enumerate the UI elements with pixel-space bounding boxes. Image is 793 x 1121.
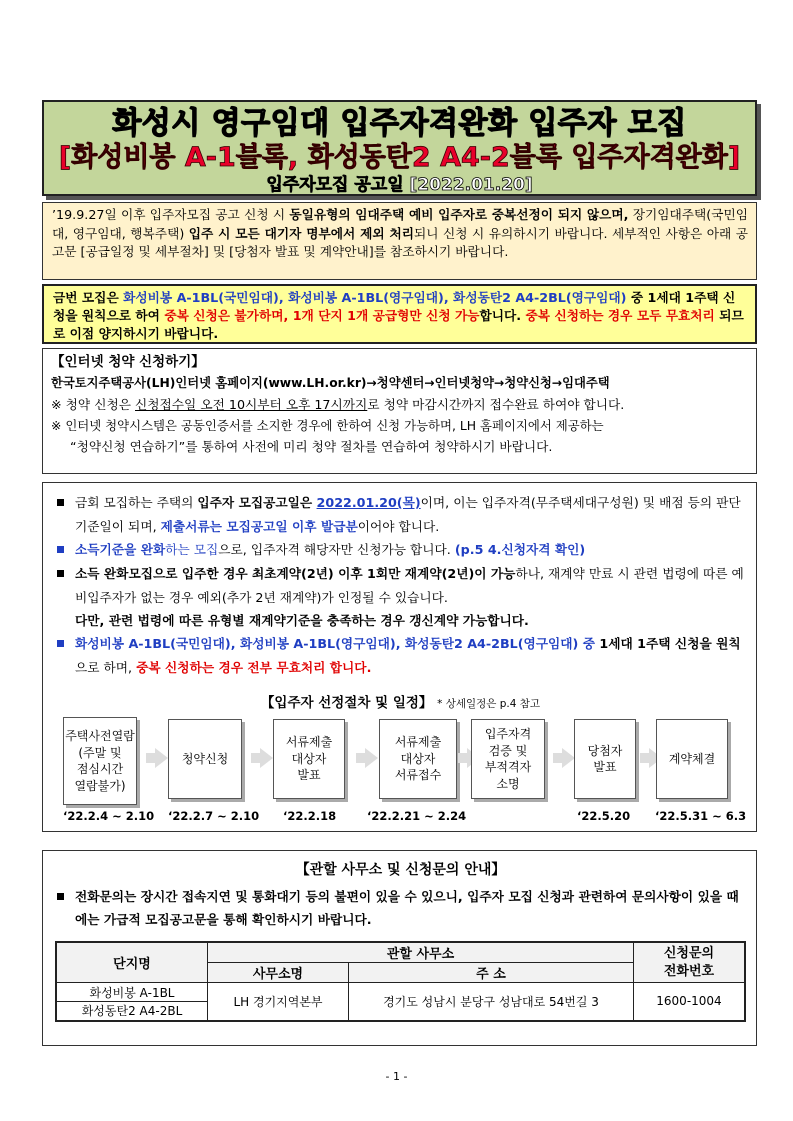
bullet-emphasis: 입주자 모집공고일은 xyxy=(197,495,317,510)
flow-step-date: ‘22.2.21 ~ 2.24 xyxy=(367,809,467,823)
bullet-warning: 중복 신청하는 경우 전부 무효처리 합니다. xyxy=(136,659,372,675)
flow-step-2 xyxy=(168,719,242,799)
notice2-warning: 중복 신청하는 경우 모두 무효처리 xyxy=(525,308,715,323)
col-phone: 신청문의 전화번호 xyxy=(634,942,746,983)
flow-step-date: ‘22.5.20 xyxy=(577,809,631,823)
announcement-date: 입주자모집 공고일 [2022.01.20] xyxy=(266,175,533,195)
table-row xyxy=(56,983,745,1002)
note-text: 로 청약 마감시간까지 접수완료 하여야 합니다. xyxy=(367,397,625,412)
bullet-text: 금회 모집하는 주택의 xyxy=(75,495,198,510)
bullet-text: 하나, 재계약 만료 시 관련 법령에 따른 예비입주자가 없는 경우 예외(추가 2년 재계약)가 인정될 수 있습니다. xyxy=(75,566,744,605)
bullet-text: 하는 모집 xyxy=(165,542,219,557)
bullet-emphasis: 다만, 관련 법령에 따른 유형별 재계약기준을 충족하는 경우 갱신계약 가능합니다. xyxy=(75,613,529,628)
notice-single-application xyxy=(42,284,757,344)
bullet-reference: (p.5 4.신청자격 확인) xyxy=(454,542,586,557)
internet-path: 한국토지주택공사(LH)인터넷 홈페이지(www.LH.or.kr)→청약센터→인터넷청약→청약신청→임대주택 xyxy=(51,376,610,390)
bullet-square-icon xyxy=(57,893,64,900)
page-subtitle: [화성비봉 A-1블록, 화성동탄2 A4-2블록 입주자격완화] xyxy=(58,142,741,173)
internet-application-box xyxy=(42,348,757,474)
flow-title xyxy=(43,691,758,711)
notice1-text: 장기임대주택(국민임대, 영구임대, 행복주택) xyxy=(52,207,748,241)
bullet-text: 으로 하며, xyxy=(75,659,137,675)
flow-step-5 xyxy=(471,719,545,799)
bullet-text: 이어야 합니다. xyxy=(357,518,440,534)
page-number: - 1 - xyxy=(385,1070,408,1083)
office-table xyxy=(55,941,746,1022)
bullet-text: 으로, 입주자격 해당자만 신청가능 합니다. xyxy=(218,542,455,557)
col-office-name: 사무소명 xyxy=(208,963,349,983)
flow-step-1 xyxy=(63,717,137,805)
bullet-square-icon xyxy=(57,640,64,647)
bullet-square-icon xyxy=(57,570,64,577)
flow-step-label: 계약체결 xyxy=(668,751,716,766)
cell-address: 경기도 성남시 분당구 성남대로 54번길 3 xyxy=(349,983,634,1021)
bullet-square-icon xyxy=(57,546,64,553)
internet-note-2b: “청약신청 연습하기”를 통하여 사전에 미리 청약 절차를 연습하여 청약하시기 바랍니다. xyxy=(70,439,553,454)
bullet-duplicate-invalid xyxy=(57,632,747,679)
flow-step-label: 청약신청 xyxy=(181,751,229,766)
office-bullet-text: 전화문의는 장시간 접속지연 및 통화대기 등의 불편이 있을 수 있으니, 입주자 모집 신청과 관련하여 문의사항이 있을 때에는 가급적 모집공고문을 통해 확인하시기 바랍니다. xyxy=(75,889,739,927)
flow-step-label: 서류제출 대상자 서류접수 xyxy=(394,735,442,783)
flow-step-label: 당첨자 발표 xyxy=(587,743,623,774)
note-text: ※ 청약 신청은 xyxy=(51,397,136,412)
arrow-right-icon xyxy=(365,748,378,768)
notice2-text: 되므로 이점 양지하시기 바랍니다. xyxy=(53,308,744,341)
col-address: 주 소 xyxy=(349,963,634,983)
cell-complex: 화성동탄2 A4-2BL xyxy=(56,1002,208,1021)
bullet-text: 이며, 이는 입주자격(무주택세대구성원) 및 배점 등의 판단 기준일이 되며, xyxy=(75,495,741,534)
arrow-right-icon xyxy=(155,748,168,768)
flow-step-7 xyxy=(656,719,728,799)
title-box xyxy=(42,100,757,196)
arrow-right-icon xyxy=(260,748,273,768)
flow-note: * 상세일정은 p.4 참고 xyxy=(437,698,541,710)
bullet-emphasis: 제출서류는 모집공고일 이후 발급분 xyxy=(160,518,358,534)
notice1-emphasis: 동일유형의 임대주택 예비 입주자로 중복선정이 되지 않으며, xyxy=(289,207,629,222)
flow-step-date: ‘22.2.4 ~ 2.10 xyxy=(63,809,155,823)
office-title: 【관할 사무소 및 신청문의 안내】 xyxy=(295,862,506,878)
flow-step-6 xyxy=(574,719,636,799)
bullet-date: 2022.01.20(목) xyxy=(316,495,421,510)
internet-heading: 【인터넷 청약 신청하기】 xyxy=(51,354,205,370)
internet-note-2: ※ 인터넷 청약시스템은 공동인증서를 소지한 경우에 한하여 신청 가능하며, LH 홈페이지에서 제공하는 xyxy=(51,418,604,433)
info-box xyxy=(42,482,757,832)
bullet-emphasis: 소득 완화모집으로 입주한 경우 최초계약(2년) 이후 1회만 재계약(2년)이 가능 xyxy=(75,566,516,581)
notice2-text: 중 1세대 1주택 신청을 원칙으로 하여 xyxy=(53,290,736,323)
col-complex: 단지명 xyxy=(56,942,208,983)
office-bullet xyxy=(57,885,747,931)
flow-step-date: ‘22.5.31 ~ 6.3 xyxy=(655,809,747,823)
internet-note-1 xyxy=(51,394,748,415)
notice2-complexes: 화성비봉 A-1BL(국민임대), 화성비봉 A-1BL(영구임대), 화성동탄2 A4-2BL(영구임대) xyxy=(123,290,627,305)
flow-heading: 【입주자 선정절차 및 일정】 xyxy=(260,695,433,711)
page-title: 화성시 영구임대 입주자격완화 입주자 모집 xyxy=(112,106,687,141)
notice-duplicate-selection xyxy=(42,202,757,280)
notice2-text: 금번 모집은 xyxy=(53,290,124,305)
bullet-square-icon xyxy=(57,499,64,506)
col-office: 관할 사무소 xyxy=(208,942,634,963)
cell-office-name: LH 경기지역본부 xyxy=(208,983,349,1021)
bullet-income-relaxation xyxy=(57,538,747,562)
note-hours: 신청접수일 오전 10시부터 오후 17시까지 xyxy=(135,397,368,412)
bullet-announcement-date xyxy=(57,491,747,538)
notice1-text: ’19.9.27일 이후 입주자모집 공고 신청 시 xyxy=(52,207,290,222)
bullet-emphasis: 1세대 1주택 신청을 원칙 xyxy=(595,636,741,651)
notice2-warning: 중복 신청은 불가하며, 1개 단지 1개 공급형만 신청 가능 xyxy=(164,308,480,323)
cell-phone: 1600-1004 xyxy=(634,983,746,1021)
bullet-complexes: 화성비봉 A-1BL(국민임대), 화성비봉 A-1BL(영구임대), 화성동탄2 A4-2BL(영구임대) 중 xyxy=(75,636,595,651)
flow-step-label: 주택사전열람 (주말 및 점심시간 열람불가) xyxy=(65,729,135,793)
flow-step-4 xyxy=(379,719,457,799)
notice1-text: 되니 신청 시 유의하시기 바랍니다. 세부적인 사항은 아래 공고문 [공급일정 및 세부절차] 및 [당첨자 발표 및 계약안내]를 참조하시기 바랍니다. xyxy=(52,225,748,259)
notice2-text: 합니다. xyxy=(479,308,526,323)
flow-step-label: 서류제출 대상자 발표 xyxy=(285,735,333,783)
flow-step-date: ‘22.2.18 xyxy=(283,809,337,823)
flow-step-date: ‘22.2.7 ~ 2.10 xyxy=(168,809,260,823)
flow-step-label: 입주자격 검증 및 부적격자 소명 xyxy=(484,727,532,791)
flow-step-3 xyxy=(273,719,345,799)
bullet-recontract xyxy=(57,562,747,633)
cell-complex: 화성비봉 A-1BL xyxy=(56,983,208,1002)
notice1-emphasis: 입주 시 모든 대기자 명부에서 제외 처리 xyxy=(188,225,415,241)
bullet-emphasis: 소득기준을 완화 xyxy=(75,542,166,557)
office-box xyxy=(42,850,757,1046)
